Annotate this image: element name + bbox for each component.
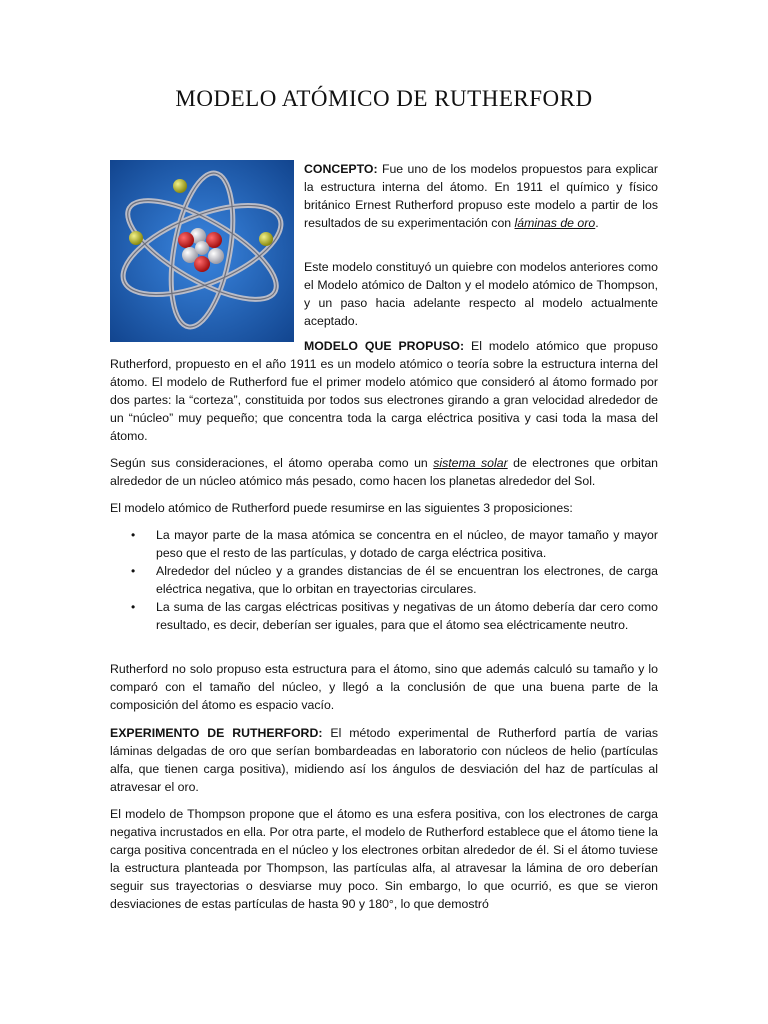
sistema-solar-text-end: de electrones que orbitan alrededor de un núcleo atómico más pesado, como hacen los planetas alrededor del Sol. (110, 456, 659, 488)
laminas-de-oro-link[interactable]: láminas de oro (514, 216, 596, 230)
sistema-solar-text: Según sus consideraciones, el átomo operaba como un (110, 456, 434, 470)
experimento-label: EXPERIMENTO DE RUTHERFORD: (110, 726, 323, 740)
modelo-propuso-text: El modelo atómico que propuso Rutherford, propuesto en el año 1911 es un modelo atómico o teoría sobre la estructura interna del átomo. El modelo de Rutherford fue el primer modelo atómico que consideró al átomo formado por dos partes: la “corteza”, constituida por todos sus electrones girando a gran velocidad alrededor de un “núcleo” muy pequeño; que concentra toda la carga eléctrica positiva y casi toda la masa del átomo. (110, 339, 658, 443)
list-item (110, 598, 658, 634)
proposiciones-list (110, 526, 658, 634)
list-item (110, 526, 658, 562)
bullet-icon: • (131, 528, 136, 542)
concepto-text: Fue uno de los modelos propuestos para explicar la estructura interna del átomo. En 1911 el químico y físico británico Ernest Rutherford propuso este modelo a partir de los resultados de su experimentación con (304, 162, 658, 230)
list-item (110, 562, 658, 598)
atom-model-illustration (110, 160, 294, 342)
experimento-text: El método experimental de Rutherford partía de varias láminas delgadas de oro que serían bombardeadas en laboratorio con núcleos de helio (partículas alfa, que tienen carga positiva), midiendo así los ángulos de desviación del haz de partículas al atravesar el oro. (110, 726, 658, 794)
quiebre-paragraph: Este modelo constituyó un quiebre con modelos anteriores como el Modelo atómico de Dalton y el modelo atómico de Thompson, y un paso hacia adelante respecto al modelo actualmente aceptado. (304, 260, 658, 328)
modelo-propuso-paragraph (110, 337, 658, 445)
list-item-text: La mayor parte de la masa atómica se concentra en el núcleo, de mayor tamaño y mayor peso que el resto de las partículas, y dotado de carga eléctrica positiva. (156, 528, 658, 560)
thompson-paragraph: El modelo de Thompson propone que el átomo es una esfera positiva, con los electrones de carga negativa incrustados en ella. Por otra parte, el modelo de Rutherford establece que el átomo tiene la carga positiva concentrada en el núcleo y los electrones orbitan alrededor de él. Si el átomo tuviese la estructura planteada por Thompson, las partículas alfa, al atravesar la lámina de oro deberían seguir sus trayectorias o desviarse muy poco. Sin embargo, lo que ocurrió, es que se vieron desviaciones de estas partículas de hasta 90 y 180°, lo que demostró (110, 807, 658, 911)
concepto-paragraph (304, 160, 658, 232)
tamano-paragraph: Rutherford no solo propuso esta estructura para el átomo, sino que además calculó su tamaño y lo comparó con el tamaño del núcleo, y llegó a la conclusión de que una buena parte de la composición del átomo es espacio vacío. (110, 662, 658, 712)
sistema-solar-link[interactable]: sistema solar (433, 456, 508, 470)
proposiciones-intro: El modelo atómico de Rutherford puede resumirse en las siguientes 3 proposiciones: (110, 501, 573, 515)
concepto-label: CONCEPTO: (304, 162, 378, 176)
experimento-paragraph (110, 724, 658, 796)
bullet-icon: • (131, 564, 136, 578)
list-item-text: Alrededor del núcleo y a grandes distancias de él se encuentran los electrones, de carga eléctrica negativa, que lo orbitan en trayectorias circulares. (156, 564, 658, 596)
bullet-icon: • (131, 600, 136, 614)
list-item-text: La suma de las cargas eléctricas positivas y negativas de un átomo debería dar cero como resultado, es decir, deberían ser iguales, para que el átomo sea eléctricamente neutro. (156, 600, 658, 632)
sistema-solar-paragraph (110, 454, 658, 490)
modelo-propuso-label: MODELO QUE PROPUSO: (304, 339, 465, 353)
document-title: MODELO ATÓMICO DE RUTHERFORD (175, 86, 593, 111)
concepto-text-end: . (595, 216, 599, 230)
